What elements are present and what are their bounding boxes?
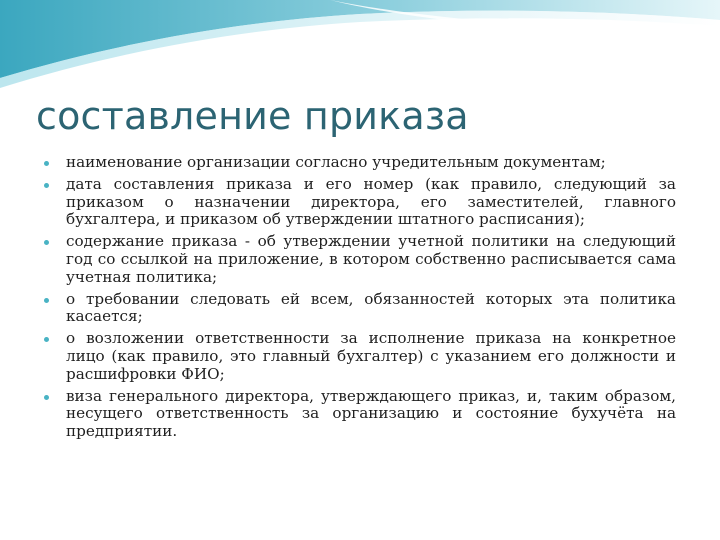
bullet-text: виза генерального директора, утверждающего приказ, и, таким образом, несущего ответственность за организацию и состояние бухучёта на предприятии. xyxy=(66,386,676,441)
bullet-text: дата составления приказа и его номер (как правило, следующий за приказом о назначении директора, его заместителей, главного бухгалтера, и приказом об утверждении штатного расписания); xyxy=(66,174,676,229)
list-item xyxy=(44,154,676,172)
bullet-icon xyxy=(44,298,49,303)
list-item xyxy=(44,330,676,383)
bullet-text: наименование организации согласно учредительным документам; xyxy=(66,153,606,171)
bullet-icon xyxy=(44,240,49,245)
list-item xyxy=(44,176,676,229)
bullet-list xyxy=(44,154,676,445)
list-item xyxy=(44,233,676,286)
bullet-icon xyxy=(44,395,49,400)
bullet-icon xyxy=(44,337,49,342)
bullet-text: содержание приказа - об утверждении учетной политики на следующий год со ссылкой на приложение, в котором собственно расписывается сама учетная политика; xyxy=(66,232,676,286)
slide-title: составление приказа xyxy=(36,94,469,138)
bullet-text: о возложении ответственности за исполнение приказа на конкретное лицо (как правило, это главный бухгалтер) с указанием его должности и расшифровки ФИО; xyxy=(66,329,676,383)
header-wave-decoration xyxy=(0,0,720,90)
bullet-icon xyxy=(44,183,49,188)
list-item xyxy=(44,388,676,441)
list-item xyxy=(44,291,676,327)
bullet-text: о требовании следовать ей всем, обязанностей которых эта политика касается; xyxy=(66,289,676,326)
bullet-icon xyxy=(44,161,49,166)
